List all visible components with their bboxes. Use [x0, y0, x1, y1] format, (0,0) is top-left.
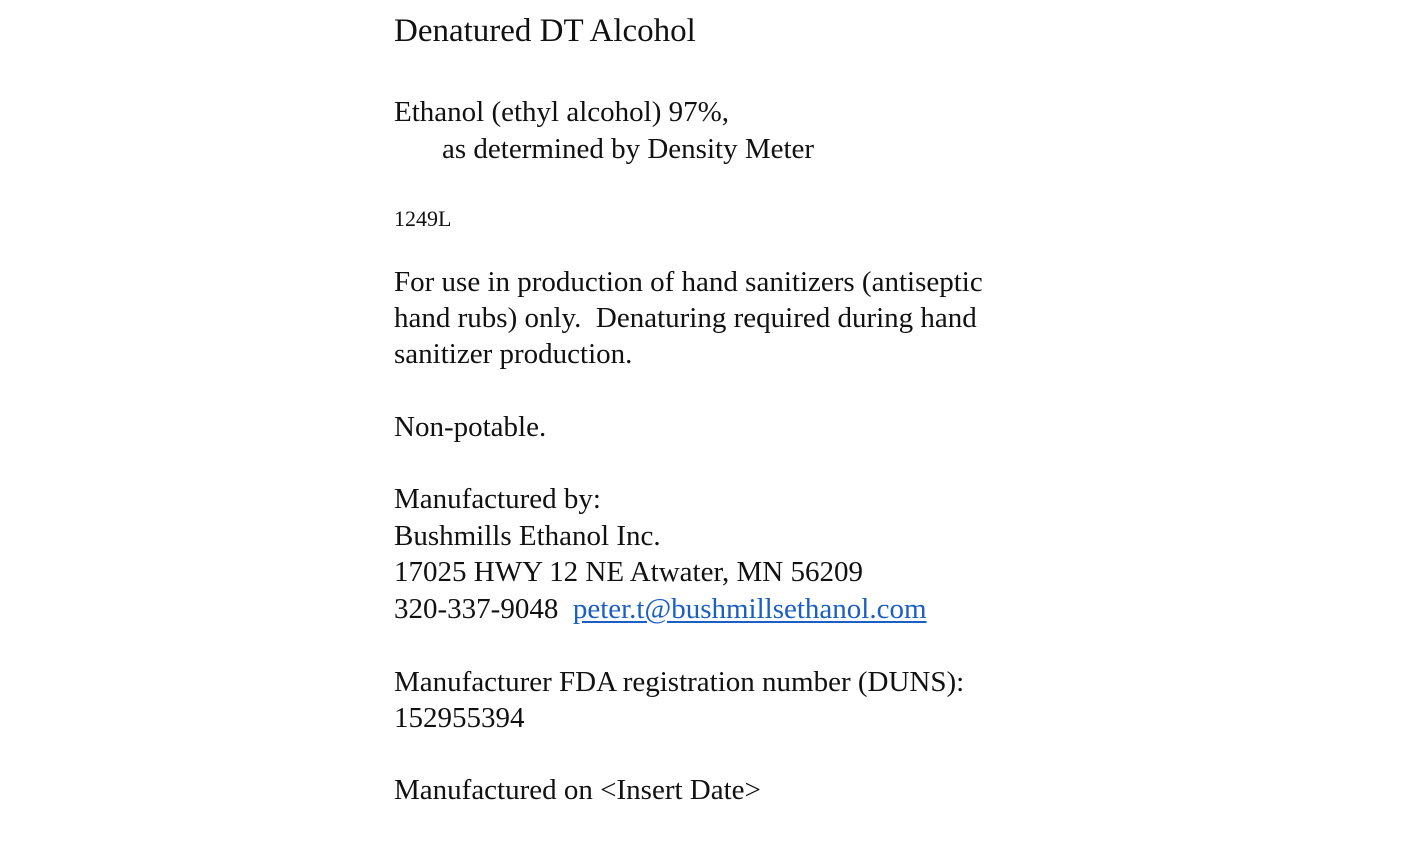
manufacturer-email-link[interactable]: peter.t@bushmillsethanol.com — [572, 593, 927, 625]
label-document — [394, 0, 1034, 864]
registration-number: 152955394 — [394, 702, 525, 734]
composition-line: Ethanol (ethyl alcohol) 97%, — [394, 96, 730, 128]
composition-method-line: as determined by Density Meter — [442, 133, 815, 165]
usage-line-2: hand rubs) only. Denaturing required during hand — [394, 302, 977, 334]
potability-note: Non-potable. — [394, 411, 547, 443]
lot-code: 1249L — [394, 206, 452, 231]
document-title: Denatured DT Alcohol — [394, 13, 696, 49]
manufacturer-phone: 320-337-9048 — [394, 593, 559, 625]
manufacturer-heading: Manufactured by: — [394, 483, 601, 515]
manufacturer-address: 17025 HWY 12 NE Atwater, MN 56209 — [394, 556, 863, 588]
manufactured-on: Manufactured on <Insert Date> — [394, 774, 761, 806]
usage-line-1: For use in production of hand sanitizers (antiseptic — [394, 266, 983, 298]
manufacturer-name: Bushmills Ethanol Inc. — [394, 520, 661, 552]
usage-line-3: sanitizer production. — [394, 338, 633, 370]
manufacturer-contact — [394, 591, 927, 627]
registration-label: Manufacturer FDA registration number (DUNS): — [394, 666, 965, 698]
